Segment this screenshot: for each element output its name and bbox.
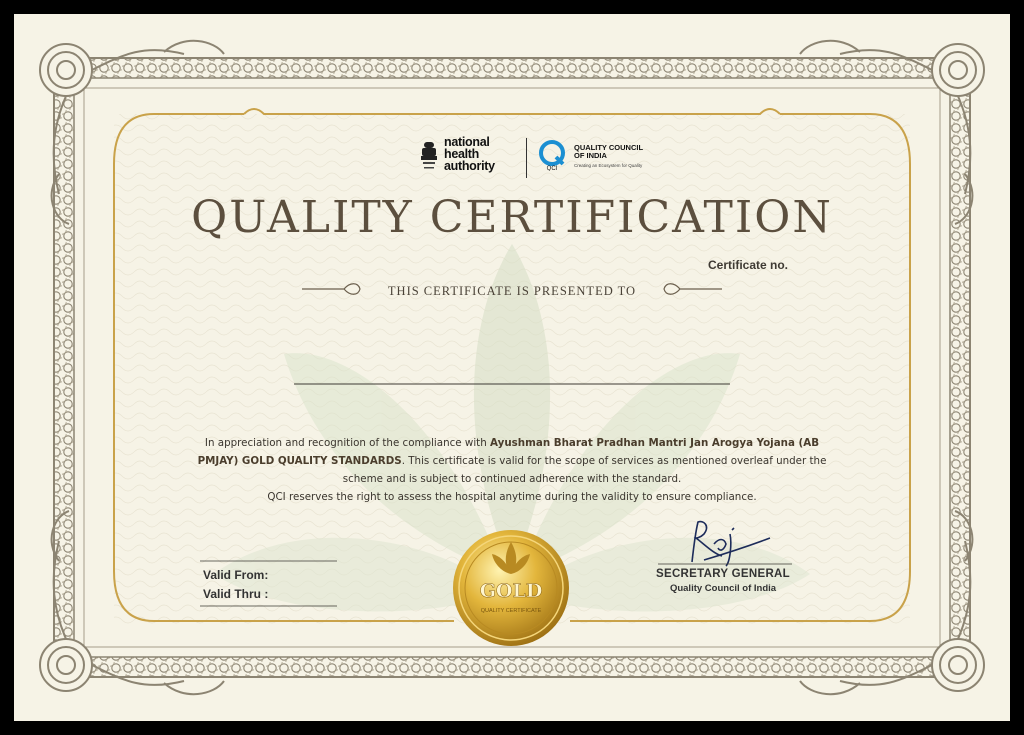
scheme-name: Ayushman Bharat Pradhan Mantri Jan Arogya Yojana (AB PMJAY) GOLD QUALITY STANDARDS [197, 437, 820, 467]
certificate-frame [14, 14, 1010, 721]
signatory-title: SECRETARY GENERAL [656, 568, 790, 580]
certificate-number-label: Certificate no. [708, 258, 789, 272]
valid-from-label: Valid From: [203, 568, 269, 582]
svg-text:GOLD: GOLD [479, 580, 543, 602]
nha-line: health [444, 147, 480, 161]
qci-name-line: OF INDIA [574, 151, 607, 160]
national-emblem-icon [418, 140, 440, 174]
valid-thru-label: Valid Thru : [203, 587, 269, 601]
signatory-organization: Quality Council of India [669, 583, 777, 594]
qci-name-line: QUALITY COUNCIL [574, 143, 644, 152]
body-text-part: In appreciation and recognition of the compliance with [204, 437, 491, 449]
body-text-part: QCI reserves the right to assess the hospital anytime during the validity to ensure compliance. [267, 491, 757, 503]
gold-seal [453, 530, 569, 646]
certificate-title: QUALITY CERTIFICATION [191, 192, 833, 243]
presented-to-text: THIS CERTIFICATE IS PRESENTED TO [387, 284, 637, 298]
qci-logo-text [574, 144, 643, 160]
logo-divider [526, 138, 527, 178]
nha-logo-text [444, 136, 495, 172]
qci-logo-icon [536, 139, 568, 171]
header-logos [414, 132, 664, 182]
svg-text:QCI: QCI [546, 166, 558, 171]
qci-tagline: Creating an Ecosystem for Quality [574, 163, 643, 168]
nha-line: national [444, 135, 490, 149]
certificate-sheet [14, 14, 1010, 721]
body-text-part: . This certificate is valid for the scope of services as mentioned overleaf under the scheme and is subject to continued adherence with the standard. [342, 455, 827, 485]
svg-text:QUALITY CERTIFICATE: QUALITY CERTIFICATE [480, 608, 542, 614]
nha-line: authority [444, 159, 495, 173]
certificate-body-text [194, 434, 830, 506]
